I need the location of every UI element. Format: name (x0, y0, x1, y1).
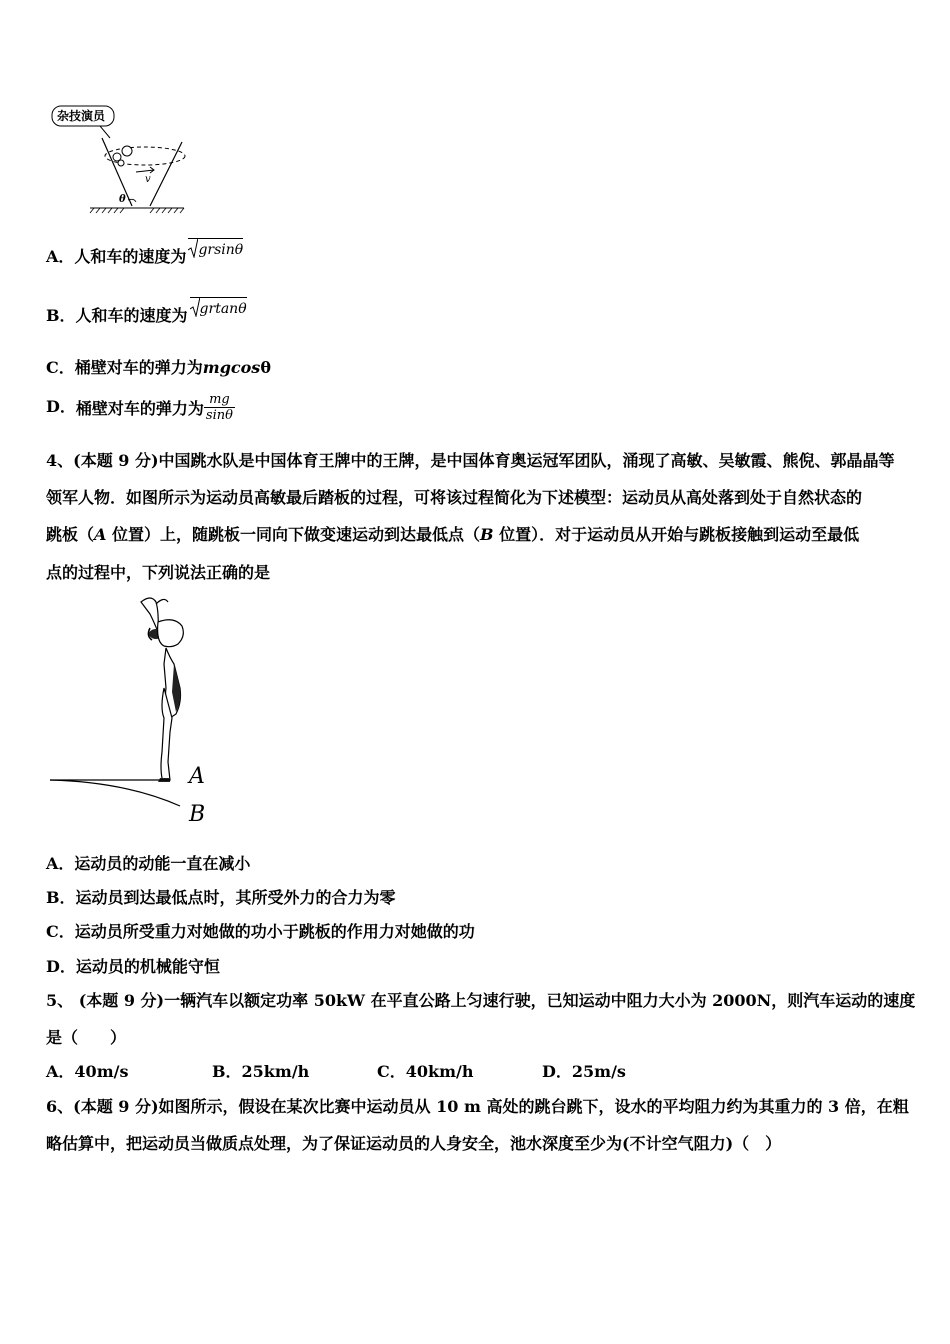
q4-figure-label-a: A (189, 764, 205, 789)
q4-figure (46, 592, 226, 832)
q3-option-a: A．人和车的速度为 grsinθ (46, 244, 243, 267)
q3-option-c: C．桶壁对车的弹力为mgcosθ (46, 358, 271, 377)
q4-line-1: 4、(本题 9 分)中国跳水队是中国体育王牌中的王牌，是中国体育奥运冠军团队，涌现了高敏、吴敏霞、熊倪、郭晶晶等 (46, 451, 895, 470)
q4-line-4: 点的过程中，下列说法正确的是 (46, 563, 271, 582)
q3-option-b: B．人和车的速度为 grtanθ (46, 303, 247, 326)
sqrt-icon: grtanθ (190, 297, 247, 316)
sqrt-icon: grsinθ (188, 238, 243, 257)
q3-figure-v: v (145, 174, 151, 185)
fraction: $\frac{mg}{\sin\theta}$ (205, 392, 233, 423)
q5-line-1: 5、 (本题 9 分)一辆汽车以额定功率 50kW 在平直公路上匀速行驶，已知运动中阻力大小为 2000N，则汽车运动的速度 (46, 991, 916, 1010)
q4-line-3: 跳板（A 位置）上，随跳板一同向下做变速运动到达最低点（B 位置）．对于运动员从开始与跳板接触到运动至最低 (46, 525, 860, 544)
q4-option-c: C．运动员所受重力对她做的功小于跳板的作用力对她做的功 (46, 922, 475, 941)
q5-line-2: 是（ ） (46, 1028, 127, 1047)
q4-option-b: B．运动员到达最低点时，其所受外力的合力为零 (46, 888, 396, 907)
q6-line-2: 略估算中，把运动员当做质点处理，为了保证运动员的人身安全，池水深度至少为(不计空气阻力)（ ） (46, 1134, 782, 1153)
q4-figure-label-b: B (189, 802, 206, 827)
q5-option-a: A．40m/s (46, 1062, 129, 1081)
q4-option-d: D．运动员的机械能守恒 (46, 957, 220, 976)
q3-figure (50, 102, 190, 214)
q4-option-a: A．运动员的动能一直在减小 (46, 854, 251, 873)
q5-option-b: B．25km/h (212, 1062, 310, 1081)
q3-option-d: D．桶壁对车的弹力为 $\frac{mg}{\sin\theta}$ (46, 392, 233, 423)
q4-line-2: 领军人物．如图所示为运动员高敏最后踏板的过程，可将该过程简化为下述模型：运动员从高处落到处于自然状态的 (46, 488, 863, 507)
q6-line-1: 6、(本题 9 分)如图所示，假设在某次比赛中运动员从 10 m 高处的跳台跳下，设水的平均阻力约为其重力的 3 倍，在粗 (46, 1097, 909, 1116)
q3-figure-label: 杂技演员 (57, 109, 106, 123)
q3-figure-theta: θ (119, 194, 126, 205)
q5-option-c: C．40km/h (377, 1062, 474, 1081)
q5-option-d: D．25m/s (542, 1062, 626, 1081)
